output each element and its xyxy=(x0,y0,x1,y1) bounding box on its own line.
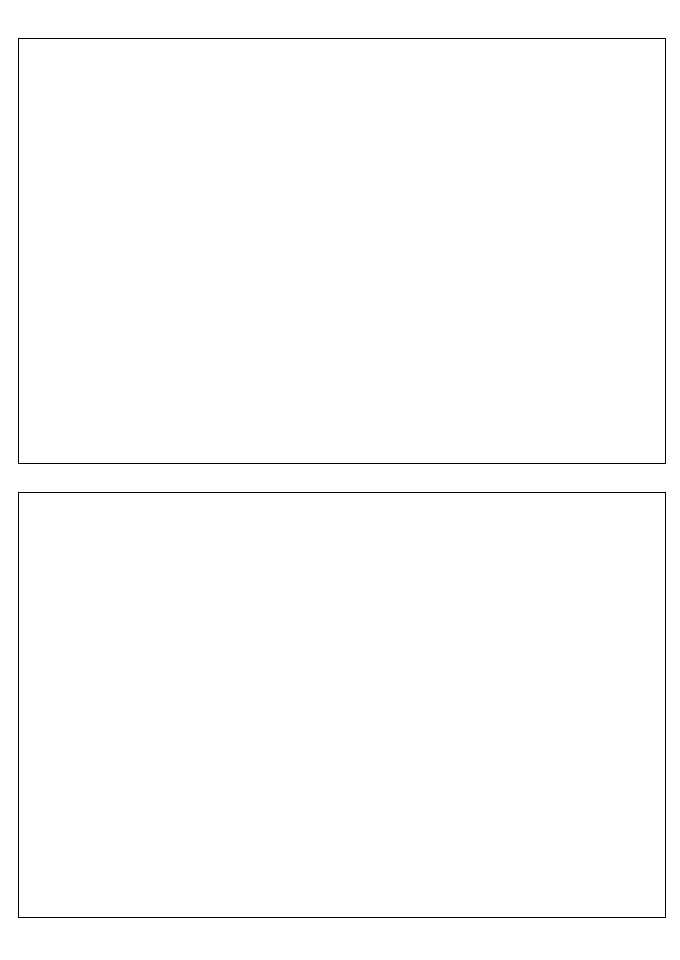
map-500hpa-svg xyxy=(19,493,665,917)
map-panel-500hpa xyxy=(18,492,666,918)
map-panel-300hpa xyxy=(18,38,666,464)
map-300hpa-svg xyxy=(19,39,665,463)
